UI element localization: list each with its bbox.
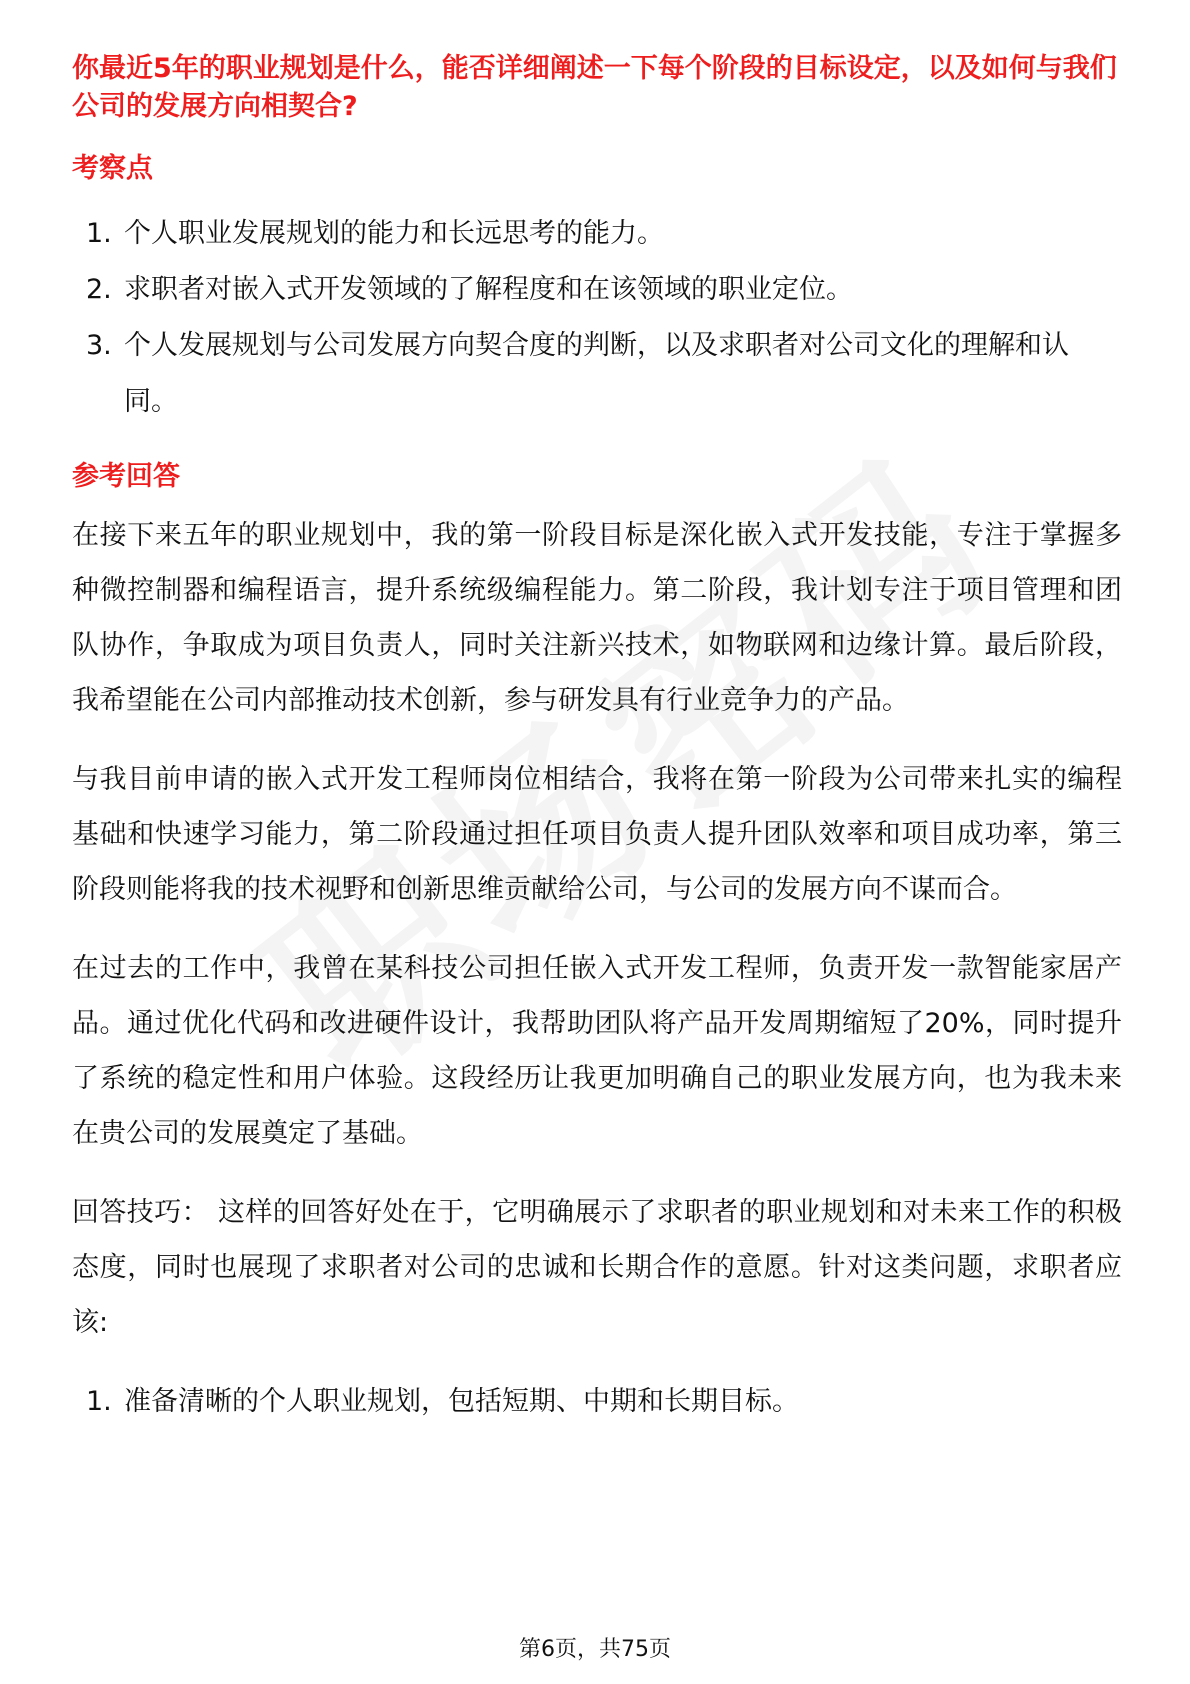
kaochadian-list bbox=[72, 206, 1122, 430]
list-item bbox=[72, 318, 1122, 430]
list-number: 2. bbox=[86, 274, 112, 305]
cankao-heading: 参考回答 bbox=[72, 461, 180, 492]
answer-paragraph-2: 与我目前申请的嵌入式开发工程师岗位相结合，我将在第一阶段为公司带来扎实的编程基础和快速学习能力，第二阶段通过担任项目负责人提升团队效率和项目成功率，第三阶段则能将我的技术视野和创新思维贡献给公司，与公司的发展方向不谋而合。 bbox=[72, 764, 1122, 905]
list-number: 1. bbox=[86, 1386, 112, 1417]
tips-list bbox=[72, 1374, 1122, 1430]
list-item-text: 个人职业发展规划的能力和长远思考的能力。 bbox=[124, 218, 664, 249]
list-item bbox=[72, 206, 1122, 262]
list-item bbox=[72, 262, 1122, 318]
list-item bbox=[72, 1374, 1122, 1430]
list-number: 3. bbox=[86, 330, 112, 361]
list-item-text: 准备清晰的个人职业规划，包括短期、中期和长期目标。 bbox=[124, 1386, 799, 1417]
list-number: 1. bbox=[86, 218, 112, 249]
answer-paragraph-1: 在接下来五年的职业规划中，我的第一阶段目标是深化嵌入式开发技能，专注于掌握多种微控制器和编程语言，提升系统级编程能力。第二阶段，我计划专注于项目管理和团队协作，争取成为项目负责人，同时关注新兴技术，如物联网和边缘计算。最后阶段，我希望能在公司内部推动技术创新，参与研发具有行业竞争力的产品。 bbox=[72, 520, 1122, 716]
page-footer: 第6页，共75页 bbox=[519, 1637, 671, 1662]
list-item-text: 个人发展规划与公司发展方向契合度的判断，以及求职者对公司文化的理解和认同。 bbox=[124, 330, 1069, 417]
answer-paragraph-3: 在过去的工作中，我曾在某科技公司担任嵌入式开发工程师，负责开发一款智能家居产品。通过优化代码和改进硬件设计，我帮助团队将产品开发周期缩短了20%，同时提升了系统的稳定性和用户体验。这段经历让我更加明确自己的职业发展方向，也为我未来在贵公司的发展奠定了基础。 bbox=[72, 953, 1122, 1149]
question-title: 你最近5年的职业规划是什么，能否详细阐述一下每个阶段的目标设定，以及如何与我们公司的发展方向相契合? bbox=[72, 53, 1117, 122]
kaochadian-heading: 考察点 bbox=[72, 153, 153, 184]
list-item-text: 求职者对嵌入式开发领域的了解程度和在该领域的职业定位。 bbox=[124, 274, 853, 305]
page-content bbox=[72, 50, 1122, 1430]
answer-tips-paragraph: 回答技巧： 这样的回答好处在于，它明确展示了求职者的职业规划和对未来工作的积极态度，同时也展现了求职者对公司的忠诚和长期合作的意愿。针对这类问题，求职者应该: bbox=[72, 1197, 1122, 1338]
